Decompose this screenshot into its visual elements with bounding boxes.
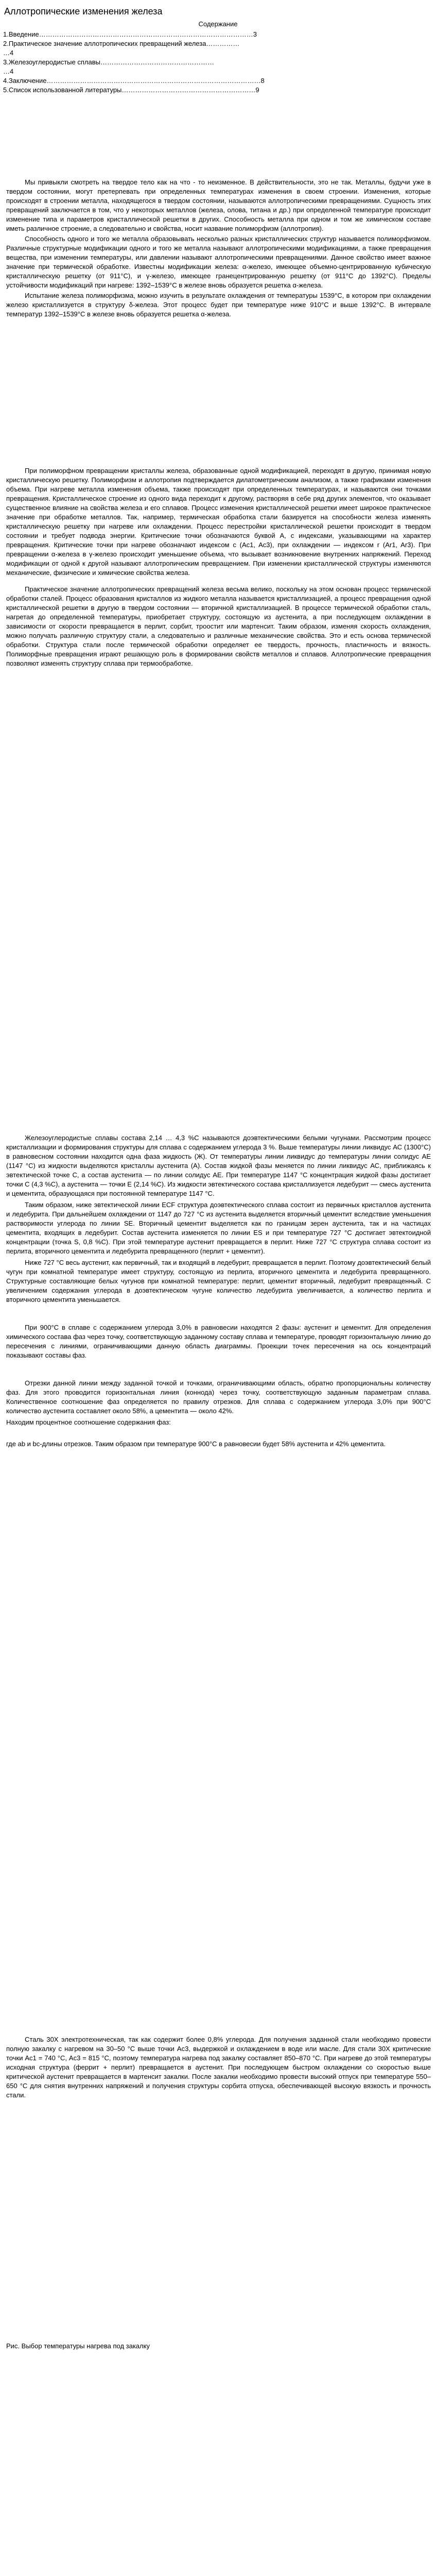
- paragraph: Способность одного и того же металла образовывать несколько разных кристаллических структур называется полиморфизмом. Различные структурные модификации одного и того же металла называют аллотропическими модификациями, а также превращения вещества, при изменении температуры, или давлении называют аллотропическими превращениями. Данное свойство имеет важное значение при термической обработке. Известны модификации железа: α-железо, имеющее объемно-центрированную кубическую кристаллическую решетку (от 911°C), и γ-железо, имеющее гранецентрированную решетку (от 911°C до 1392°С). Пределы устойчивости модификаций при нагреве: 1392–1539°С в железе вновь образуется решетка α-железа.: [6, 235, 431, 289]
- document-title: Аллотропические изменения железа: [4, 6, 163, 16]
- figure-caption: Рис. Выбор температуры нагрева под закалку: [6, 2342, 150, 2350]
- iron-carbon-section: [6, 1133, 431, 1449]
- toc-item: …4: [3, 49, 14, 57]
- paragraph: Испытание железа полиморфизма, можно изучить в результате охлаждения от температуры 1539°С, в котором при охлаждении железо кристаллизуется в структуру δ-железа. Этот процесс будет при температуре ниже 910°С и выше 1392°С. В интервале температур 1392–1539°С в железе вновь образуется решетка α-железа.: [6, 292, 431, 318]
- paragraph: Сталь 30Х электротехническая, так как содержит более 0,8% углерода. Для получения заданной стали необходимо провести полную закалку с нагревом на 30–50 °С выше точки Ас3, выдержкой и охлаждением в воде или масле. Для стали 30Х критические точки Ас1 = 740 °С, Ас3 = 815 °С, поэтому температура нагрева под закалку составляет 850–870 °С. При нагреве до этой температуры исходная структура (феррит + перлит) превращается в аустенит. При последующем быстром охлаждении со скоростью выше критической аустенит превращается в мартенсит закалки. После закалки необходимо провести высокий отпуск при температуре 550–650 °С для снятия внутренних напряжений и получения структуры сорбита отпуска, обеспечивающей высокую вязкость и прочность стали.: [6, 2036, 431, 2099]
- toc-item: 5.Список использованной литературы……………………………………………………9: [3, 86, 259, 94]
- toc-item: 1.Введение……………………………………………………………………………………3: [3, 30, 257, 38]
- paragraph: При 900°С в сплаве с содержанием углерода 3,0% в равновесии находятся 2 фазы: аустенит и цементит. Для определения химического состава фаз через точку, соответствующую заданному составу сплава и температуре, проводят горизонтальную линию до пересечения с линиями, ограничивающими данную область диаграммы. Проекции точек пересечения на ось концентраций показывают составы фаз.: [6, 1324, 431, 1359]
- paragraph: Находим процентное соотношение содержания фаз:: [6, 1418, 171, 1426]
- toc-item: 4.Заключение……………………………………………………………………………………8: [3, 77, 265, 84]
- transformation-section: [6, 466, 431, 668]
- toc-heading: Содержание: [198, 20, 238, 28]
- toc-item: 2.Практическое значение аллотропических превращений железа……………: [3, 40, 240, 47]
- paragraph: Мы привыкли смотреть на твердое тело как на что - то неизменное. В действительности, это не так. Металлы, будучи уже в твердом состоянии, могут претерпевать при определенных температурах изменения в своем строении. Изменения, которые происходят в строении металла, находящегося в твердом состоянии, называются аллотропическими превращениями. Сущность этих превращений заключается в том, что у некоторых металлов (железа, олова, титана и др.) при определенной температуре происходит изменение типа и параметров кристаллической решетки в других. Способность металла при одном и том же химическом составе иметь различное строение, а следовательно и свойства, носит название полиморфизм (аллотропия).: [6, 178, 431, 232]
- table-of-contents: [3, 20, 433, 95]
- toc-item: …4: [3, 67, 14, 75]
- steel-section: [6, 2035, 431, 2100]
- paragraph: Ниже 727 °С весь аустенит, как первичный, так и входящий в ледебурит, превращается в перлит. Поэтому доэвтектический белый чугун при комнатной температуре имеет структуру, состоящую из перлита, вторичного цементита и ледебурита превращенного. Структурные составляющие белых чугунов при комнатной температуре: перлит, цементит вторичный, ледебурит превращенный. С увеличением содержания углерода в доэвтектическом чугуне количество ледебурита увеличивается, а количество перлита и вторичного цементита уменьшается.: [6, 1259, 431, 1303]
- document-page: [0, 0, 436, 95]
- intro-section: [6, 178, 431, 319]
- paragraph: Отрезки данной линии между заданной точкой и точками, ограничивающими область, обратно пропорциональны количеству фаз. Для этого проводится горизонтальная линия (коннода) через точку, соответствующую заданным параметрам сплава. Количественное соотношение фаз определяется по правилу отрезков. Для сплава с содержанием углерода 3,0% при 900°С количество аустенита составляет около 58%, а цементита — около 42%.: [6, 1379, 431, 1415]
- toc-item: 3.Железоуглеродистые сплавы……………………………………………: [3, 58, 214, 66]
- paragraph: При полиморфном превращении кристаллы железа, образованные одной модификацией, переходят в другую, принимая новую кристаллическую решетку. Полиморфизм и аллотропия подтверждается дилатометрическим анализом, а также графиками изменения объема. При нагреве металла изменения объема, также происходят при определенных температурах, и называются они точками превращения. Кристаллическое строение из одного вида переходит к другому, растворяя в себе ряд других элементов, что оказывает существенное влияние на свойства железа и его сплавов. Процесс изменения кристаллической решетки имеет широкое практическое значение при обработке металлов. Так, например, термическая обработка стали базируется на способности железа изменять кристаллическую решетку при нагреве или охлаждении. Процесс перестройки кристаллической решетки происходит в твердом состоянии и требует подвода энергии. Критические точки обозначаются буквой А, с индексами, указывающими на характер превращения. Критические точки при нагреве обозначают индексом c (Ac1, Ac3), при охлаждении — индексом r (Ar1, Ar3). При превращении α-железа в γ-железо происходит уменьшение объема, что вызывает возникновение внутренних напряжений. Переход модификации от одной к другой называют аллотропическим превращением. При изменении кристаллической структуры изменяются механические, физические и химические свойства железа.: [6, 467, 431, 577]
- paragraph: Таким образом, ниже эвтектической линии ECF структура доэвтектического сплава состоит из первичных кристаллов аустенита и ледебурита. При дальнейшем охлаждении от 1147 до 727 °С из аустенита выделяется вторичный цементит вследствие уменьшения растворимости углерода по линии SE. Вторичный цементит выделяется как по границам зерен аустенита, так и на частицах цементита, входящих в ледебурит. Состав аустенита изменяется по линии ES и при температуре 727 °С достигает эвтектоидной концентрации (точка S, 0,8 %С). При этой температуре аустенит превращается в перлит. Ниже 727 °С структура сплава состоит из перлита, вторичного цементита и ледебурита превращенного (перлит + цементит).: [6, 1201, 431, 1255]
- paragraph: Железоуглеродистые сплавы состава 2,14 … 4,3 %С называются доэвтектическими белыми чугунами. Рассмотрим процесс кристаллизации и формирования структуры для сплава с содержанием углерода 3 %. Выше температуры линии ликвидус АС (1300°С) в равновесном состоянии находится одна фаза жидкость (Ж). От температуры линии ликвидус до температуры линии солидус АЕ (1147 °С) из жидкости выделяются кристаллы аустенита (А). Состав жидкой фазы меняется по линии ликвидус АС, приближаясь к эвтектической точке С, а состав аустенита — по линии солидус АЕ. При температуре 1147 °С концентрация жидкой фазы достигает точки С (4,3 %С), а аустенита — точки Е (2,14 %С). Из жидкости эвтектического состава кристаллизуется ледебурит — смесь аустенита и цементита, образующаяся при постоянной температуре 1147 °С.: [6, 1134, 431, 1197]
- paragraph: Практическое значение аллотропических превращений железа весьма велико, поскольку на этом основан процесс термической обработки сталей. Процесс образования кристаллов из жидкого металла называется кристаллизацией, а процесс превращения одной кристаллической решетки в другую в твердом состоянии — вторичной кристаллизацией. В процессе термической обработки сталь, нагретая до определенной температуры, приобретает структуру, состоящую из аустенита, а при последующем охлаждении в зависимости от скорости превращается в перлит, сорбит, троостит или мартенсит. Таким образом, изменяя скорость охлаждения, можно получать различную структуру стали, а следовательно и различные механические свойства. Это и есть основа термической обработки. Структура стали после термической обработки определяет ее твердость, прочность, пластичность и вязкость. Полиморфные превращения играют решающую роль в формировании свойств металлов и сплавов. Аллотропические превращения позволяют изменять структуру сплава при термообработке.: [6, 585, 431, 667]
- paragraph: где ab и bc-длины отрезков. Таким образом при температуре 900°С в равновесии будет 58% аустенита и 42% цементита.: [6, 1440, 386, 1448]
